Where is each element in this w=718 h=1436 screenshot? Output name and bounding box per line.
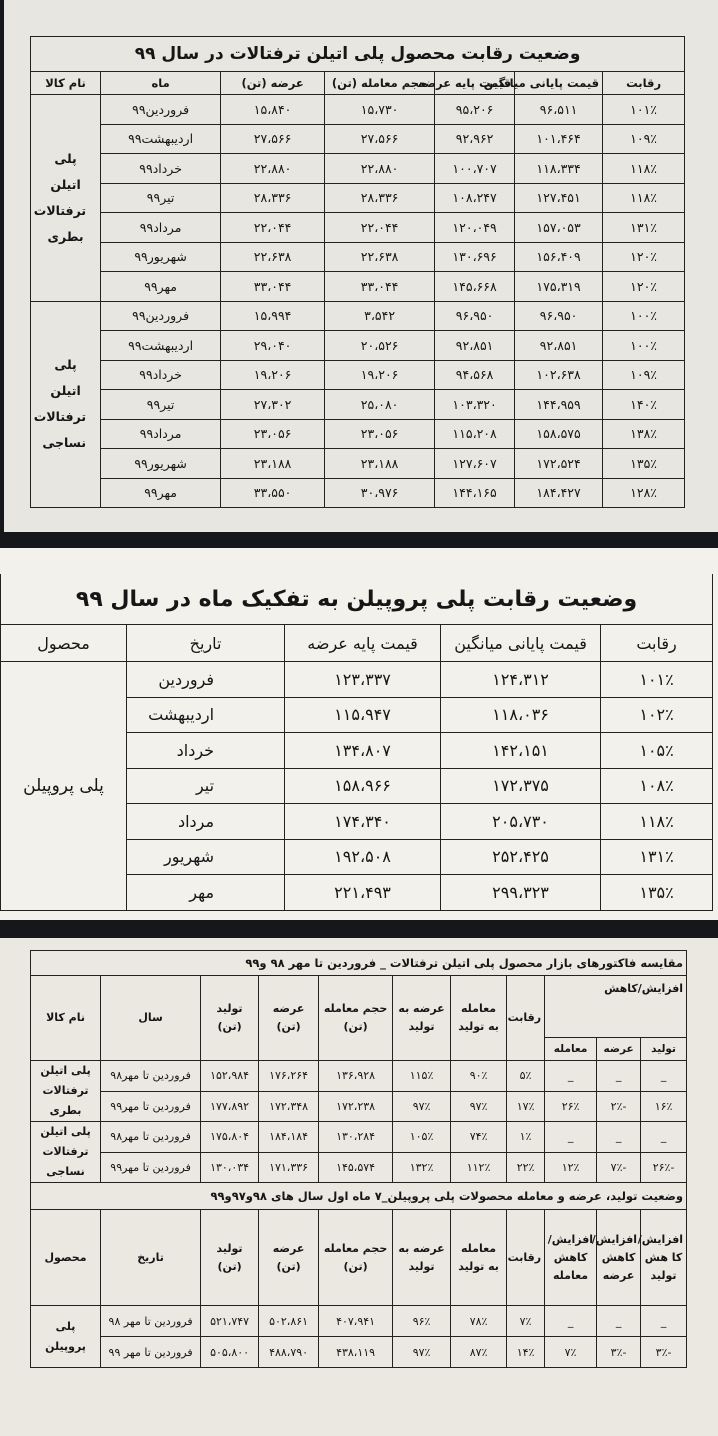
cell-change-trade: _	[545, 1061, 597, 1092]
cell-trade-to-production: ۷۸٪	[451, 1306, 507, 1337]
cell-supply: ۲۲،۸۸۰	[221, 154, 325, 184]
table-title: وضعیت رقابت پلی پروپیلن به تفکیک ماه در سال ۹۹	[1, 574, 713, 625]
cell-supply: ۱۷۱،۳۳۶	[259, 1152, 319, 1183]
col-header-trade-volume: حجم معامله (تن)	[319, 1210, 393, 1306]
cell-change-trade: _	[545, 1306, 597, 1337]
cell-period: فروردین تا مهر ۹۹	[101, 1337, 201, 1368]
cell-base-price: ۱۱۵،۲۰۸	[435, 419, 515, 449]
col-header-competition: رقابت	[507, 1210, 545, 1306]
table-row	[31, 331, 685, 361]
cell-final-price: ۱۴۲،۱۵۱	[441, 733, 601, 769]
cell-change-trade: ۱۲٪	[545, 1152, 597, 1183]
cell-trade-volume: ۲۷،۵۶۶	[325, 124, 435, 154]
table-row	[31, 1061, 687, 1092]
cell-supply: ۲۳،۰۵۶	[221, 419, 325, 449]
table-row	[31, 301, 685, 331]
cell-final-price: ۱۱۸،۰۳۶	[441, 697, 601, 733]
cell-competition: ۱۰۵٪	[601, 733, 713, 769]
cell-month: خرداد۹۹	[101, 360, 221, 390]
table-row	[31, 154, 685, 184]
section-title-pp: وضعیت تولید، عرضه و معامله محصولات پلی پروپیلن_۷ ماه اول سال های ۹۸و۹۷و۹۹	[31, 1183, 687, 1210]
cell-month: خرداد	[127, 733, 285, 769]
cell-trade-to-production: ۹۷٪	[451, 1091, 507, 1122]
cell-base-price: ۱۹۲،۵۰۸	[285, 839, 441, 875]
cell-competition: ۱۱۸٪	[601, 804, 713, 840]
cell-competition: ۱۷٪	[507, 1091, 545, 1122]
cell-trade-volume: ۱۵،۷۳۰	[325, 95, 435, 125]
cell-supply-to-production: ۹۷٪	[393, 1091, 451, 1122]
col-header-change-supply: عرضه	[597, 1038, 641, 1061]
cell-base-price: ۱۲۷،۶۰۷	[435, 449, 515, 479]
cell-competition: ۱۱۸٪	[603, 154, 685, 184]
cell-base-price: ۹۲،۹۶۲	[435, 124, 515, 154]
cell-base-price: ۱۲۰،۰۴۹	[435, 213, 515, 243]
cell-change-production: -۲۶٪	[641, 1152, 687, 1183]
cell-change-supply: _	[597, 1061, 641, 1092]
pp-competition-table	[0, 574, 713, 911]
cell-competition: ۱۳۱٪	[601, 839, 713, 875]
col-header-product: محصول	[1, 625, 127, 662]
cell-trade-volume: ۲۸،۳۳۶	[325, 183, 435, 213]
cell-supply: ۱۷۲،۳۴۸	[259, 1091, 319, 1122]
cell-trade-volume: ۴۰۷،۹۴۱	[319, 1306, 393, 1337]
col-header-trade-volume: حجم معامله (تن)	[325, 72, 435, 95]
table-row	[1, 662, 713, 698]
table-row	[31, 419, 685, 449]
cell-supply: ۱۵،۹۹۴	[221, 301, 325, 331]
cell-competition: ۱۲۰٪	[603, 272, 685, 302]
pet-competition-table	[30, 36, 685, 508]
cell-trade-volume: ۱۹،۲۰۶	[325, 360, 435, 390]
cell-trade-volume: ۱۴۵،۵۷۴	[319, 1152, 393, 1183]
cell-final-price: ۹۶،۹۵۰	[515, 301, 603, 331]
cell-month: مهر	[127, 875, 285, 911]
cell-base-price: ۹۴،۵۶۸	[435, 360, 515, 390]
cell-base-price: ۱۱۵،۹۴۷	[285, 697, 441, 733]
cell-production: ۱۳۰،۰۳۴	[201, 1152, 259, 1183]
cell-period: فروردین تا مهر۹۹	[101, 1091, 201, 1122]
col-header-change-supply: افزایش/ کاهش عرضه	[597, 1210, 641, 1306]
cell-month: فروردین	[127, 662, 285, 698]
col-header-base-price: قیمت پایه عرضه	[285, 625, 441, 662]
col-header-product: محصول	[31, 1210, 101, 1306]
cell-supply: ۲۹،۰۴۰	[221, 331, 325, 361]
cell-final-price: ۱۷۲،۳۷۵	[441, 768, 601, 804]
table-row	[31, 1091, 687, 1122]
cell-supply: ۲۲،۰۴۴	[221, 213, 325, 243]
cell-month: فروردین۹۹	[101, 301, 221, 331]
cell-supply: ۱۷۶،۲۶۴	[259, 1061, 319, 1092]
cell-supply: ۱۵،۸۴۰	[221, 95, 325, 125]
cell-supply-to-production: ۱۱۵٪	[393, 1061, 451, 1092]
cell-change-production: -۳٪	[641, 1337, 687, 1368]
cell-trade-volume: ۲۲،۰۴۴	[325, 213, 435, 243]
cell-supply-to-production: ۹۷٪	[393, 1337, 451, 1368]
cell-base-price: ۱۳۰،۶۹۶	[435, 242, 515, 272]
col-header-date: تاریخ	[127, 625, 285, 662]
cell-competition: ۱۳۱٪	[603, 213, 685, 243]
col-header-supply: عرضه (تن)	[259, 976, 319, 1061]
cell-supply: ۱۹،۲۰۶	[221, 360, 325, 390]
cell-supply: ۳۳،۰۴۴	[221, 272, 325, 302]
col-header-trade-volume: حجم معامله (تن)	[319, 976, 393, 1061]
cell-final-price: ۱۱۸،۳۳۴	[515, 154, 603, 184]
document-page-market-factors	[0, 938, 718, 1436]
cell-final-price: ۱۴۴،۹۵۹	[515, 390, 603, 420]
cell-change-supply: -۳٪	[597, 1337, 641, 1368]
cell-final-price: ۱۵۸،۵۷۵	[515, 419, 603, 449]
cell-competition: ۱۰۹٪	[603, 360, 685, 390]
col-header-supply: عرضه (تن)	[259, 1210, 319, 1306]
cell-competition: ۱۰۱٪	[601, 662, 713, 698]
cell-month: فروردین۹۹	[101, 95, 221, 125]
col-header-supply: عرضه (تن)	[221, 72, 325, 95]
table-row	[31, 1152, 687, 1183]
cell-final-price: ۱۲۷،۴۵۱	[515, 183, 603, 213]
cell-supply: ۲۳،۱۸۸	[221, 449, 325, 479]
cell-base-price: ۱۷۴،۳۴۰	[285, 804, 441, 840]
cell-competition: ۱۰۰٪	[603, 301, 685, 331]
cell-base-price: ۹۶،۹۵۰	[435, 301, 515, 331]
cell-month: خرداد۹۹	[101, 154, 221, 184]
cell-competition: ۱۲۸٪	[603, 478, 685, 508]
col-header-competition: رقابت	[601, 625, 713, 662]
cell-change-production: ۱۶٪	[641, 1091, 687, 1122]
cell-trade-volume: ۳۳،۰۴۴	[325, 272, 435, 302]
cell-change-trade: _	[545, 1122, 597, 1153]
cell-change-supply: -۲٪	[597, 1091, 641, 1122]
cell-change-supply: _	[597, 1306, 641, 1337]
cell-trade-volume: ۴۳۸،۱۱۹	[319, 1337, 393, 1368]
cell-final-price: ۲۵۲،۴۲۵	[441, 839, 601, 875]
cell-product-name: پلی پروپیلن	[31, 1306, 101, 1368]
cell-trade-volume: ۲۲،۸۸۰	[325, 154, 435, 184]
cell-change-production: _	[641, 1061, 687, 1092]
section-title-pet: مقایسه فاکتورهای بازار محصول پلی اتیلن ترفتالات _ فروردین تا مهر ۹۸ و۹۹	[31, 951, 687, 976]
cell-competition: ۱۴۰٪	[603, 390, 685, 420]
cell-base-price: ۹۲،۸۵۱	[435, 331, 515, 361]
table-row	[31, 213, 685, 243]
header-row	[1, 625, 713, 662]
cell-trade-volume: ۱۳۶،۹۲۸	[319, 1061, 393, 1092]
cell-change-supply: _	[597, 1122, 641, 1153]
cell-competition: ۱۲۰٪	[603, 242, 685, 272]
cell-final-price: ۲۹۹،۳۲۳	[441, 875, 601, 911]
cell-supply: ۳۳،۵۵۰	[221, 478, 325, 508]
col-header-supply-to-production: عرضه به تولید	[393, 976, 451, 1061]
col-header-competition: رقابت	[507, 976, 545, 1061]
cell-month: تیر۹۹	[101, 390, 221, 420]
cell-final-price: ۱۷۵،۳۱۹	[515, 272, 603, 302]
col-header-production: تولید (تن)	[201, 976, 259, 1061]
cell-supply: ۲۷،۵۶۶	[221, 124, 325, 154]
cell-product-name: پلی اتیلن ترفتالات بطری	[31, 95, 101, 302]
cell-final-price: ۱۰۱،۴۶۴	[515, 124, 603, 154]
table-row	[31, 390, 685, 420]
cell-change-production: _	[641, 1306, 687, 1337]
cell-base-price: ۱۴۴،۱۶۵	[435, 478, 515, 508]
market-factors-table	[30, 950, 687, 1368]
table-row	[31, 449, 685, 479]
table-row	[31, 124, 685, 154]
cell-competition: ۱۳۵٪	[601, 875, 713, 911]
col-header-change-production: تولید	[641, 1038, 687, 1061]
cell-supply-to-production: ۹۶٪	[393, 1306, 451, 1337]
cell-trade-volume: ۱۳۰،۲۸۴	[319, 1122, 393, 1153]
cell-month: اردیبهشت	[127, 697, 285, 733]
cell-supply-to-production: ۱۰۵٪	[393, 1122, 451, 1153]
col-header-final-price: قیمت پایانی میانگین	[515, 72, 603, 95]
cell-month: شهریور۹۹	[101, 242, 221, 272]
cell-product-name: پلی اتیلن ترفتالات نساجی	[31, 1122, 101, 1183]
col-header-change-production: افزایش/کا هش تولید	[641, 1210, 687, 1306]
cell-competition: ۱۰۸٪	[601, 768, 713, 804]
table-row	[31, 1337, 687, 1368]
cell-competition: ۱۴٪	[507, 1337, 545, 1368]
cell-competition: ۱۰۲٪	[601, 697, 713, 733]
cell-base-price: ۱۰۰،۷۰۷	[435, 154, 515, 184]
cell-production: ۱۵۲،۹۸۴	[201, 1061, 259, 1092]
cell-competition: ۱۱۸٪	[603, 183, 685, 213]
cell-period: فروردین تا مهر ۹۸	[101, 1306, 201, 1337]
cell-month: اردیبهشت۹۹	[101, 331, 221, 361]
header-row-pet	[31, 976, 687, 1038]
cell-supply: ۵۰۲،۸۶۱	[259, 1306, 319, 1337]
col-header-product: نام کالا	[31, 976, 101, 1061]
cell-supply: ۲۸،۳۳۶	[221, 183, 325, 213]
col-header-production: تولید (تن)	[201, 1210, 259, 1306]
cell-period: فروردین تا مهر۹۹	[101, 1152, 201, 1183]
cell-supply: ۴۸۸،۷۹۰	[259, 1337, 319, 1368]
cell-final-price: ۱۵۶،۴۰۹	[515, 242, 603, 272]
col-header-month: ماه	[101, 72, 221, 95]
cell-base-price: ۱۰۳،۳۲۰	[435, 390, 515, 420]
table-row	[31, 95, 685, 125]
cell-month: مرداد	[127, 804, 285, 840]
cell-supply: ۲۷،۳۰۲	[221, 390, 325, 420]
table-row	[31, 1306, 687, 1337]
header-row-pp	[31, 1210, 687, 1306]
col-header-change-trade: معامله	[545, 1038, 597, 1061]
cell-trade-volume: ۲۲،۶۳۸	[325, 242, 435, 272]
cell-final-price: ۱۲۴،۳۱۲	[441, 662, 601, 698]
cell-trade-volume: ۳،۵۴۲	[325, 301, 435, 331]
col-header-supply-to-production: عرضه به تولید	[393, 1210, 451, 1306]
col-header-final-price: قیمت پایانی میانگین	[441, 625, 601, 662]
cell-trade-to-production: ۷۴٪	[451, 1122, 507, 1153]
document-page-pet-competition	[4, 0, 718, 532]
cell-final-price: ۱۷۲،۵۲۴	[515, 449, 603, 479]
col-header-base-price: قیمت پایه عرضه	[435, 72, 515, 95]
cell-trade-volume: ۲۰،۵۲۶	[325, 331, 435, 361]
cell-month: تیر	[127, 768, 285, 804]
cell-competition: ۲۲٪	[507, 1152, 545, 1183]
cell-supply: ۲۲،۶۳۸	[221, 242, 325, 272]
cell-competition: ۱۰۹٪	[603, 124, 685, 154]
table-row	[31, 478, 685, 508]
cell-change-production: _	[641, 1122, 687, 1153]
cell-trade-volume: ۲۳،۱۸۸	[325, 449, 435, 479]
cell-trade-volume: ۱۷۲،۲۳۸	[319, 1091, 393, 1122]
cell-period: فروردین تا مهر۹۸	[101, 1061, 201, 1092]
header-row	[31, 72, 685, 95]
cell-change-trade: ۷٪	[545, 1337, 597, 1368]
cell-month: شهریور۹۹	[101, 449, 221, 479]
cell-product-name: پلی اتیلن ترفتالات نساجی	[31, 301, 101, 508]
cell-production: ۵۰۵،۸۰۰	[201, 1337, 259, 1368]
cell-competition: ۱۰۰٪	[603, 331, 685, 361]
cell-product-name: پلی اتیلن ترفتالات بطری	[31, 1061, 101, 1122]
cell-period: فروردین تا مهر۹۸	[101, 1122, 201, 1153]
col-header-trade-to-production: معامله به تولید	[451, 976, 507, 1061]
cell-competition: ۱۳۸٪	[603, 419, 685, 449]
cell-final-price: ۱۵۷،۰۵۳	[515, 213, 603, 243]
col-header-change-trade: افزایش/ کاهش معامله	[545, 1210, 597, 1306]
col-header-year: سال	[101, 976, 201, 1061]
cell-final-price: ۹۲،۸۵۱	[515, 331, 603, 361]
cell-competition: ۱٪	[507, 1122, 545, 1153]
cell-final-price: ۹۶،۵۱۱	[515, 95, 603, 125]
cell-change-trade: ۲۶٪	[545, 1091, 597, 1122]
cell-trade-to-production: ۹۰٪	[451, 1061, 507, 1092]
col-header-date: تاریخ	[101, 1210, 201, 1306]
cell-trade-to-production: ۱۱۲٪	[451, 1152, 507, 1183]
cell-production: ۵۲۱،۷۴۷	[201, 1306, 259, 1337]
cell-month: مرداد۹۹	[101, 213, 221, 243]
cell-month: مهر۹۹	[101, 272, 221, 302]
cell-base-price: ۱۲۳،۳۳۷	[285, 662, 441, 698]
table-title: وضعیت رقابت محصول پلی اتیلن ترفتالات در سال ۹۹	[31, 37, 685, 72]
table-row	[31, 1122, 687, 1153]
col-header-change: افزایش/کاهش	[545, 976, 687, 1038]
cell-competition: ۷٪	[507, 1306, 545, 1337]
table-row	[31, 272, 685, 302]
cell-base-price: ۲۲۱،۴۹۳	[285, 875, 441, 911]
cell-base-price: ۱۵۸،۹۶۶	[285, 768, 441, 804]
cell-competition: ۱۳۵٪	[603, 449, 685, 479]
col-header-competition: رقابت	[603, 72, 685, 95]
cell-base-price: ۱۳۴،۸۰۷	[285, 733, 441, 769]
cell-supply-to-production: ۱۳۲٪	[393, 1152, 451, 1183]
cell-base-price: ۱۰۸،۲۴۷	[435, 183, 515, 213]
cell-competition: ۵٪	[507, 1061, 545, 1092]
cell-final-price: ۲۰۵،۷۳۰	[441, 804, 601, 840]
table-row	[31, 360, 685, 390]
cell-change-supply: -۷٪	[597, 1152, 641, 1183]
cell-production: ۱۷۷،۸۹۲	[201, 1091, 259, 1122]
cell-final-price: ۱۸۴،۴۲۷	[515, 478, 603, 508]
cell-trade-to-production: ۸۷٪	[451, 1337, 507, 1368]
cell-supply: ۱۸۴،۱۸۴	[259, 1122, 319, 1153]
cell-month: مرداد۹۹	[101, 419, 221, 449]
cell-competition: ۱۰۱٪	[603, 95, 685, 125]
col-header-product: نام کالا	[31, 72, 101, 95]
cell-month: اردیبهشت۹۹	[101, 124, 221, 154]
cell-month: تیر۹۹	[101, 183, 221, 213]
cell-month: مهر۹۹	[101, 478, 221, 508]
cell-trade-volume: ۳۰،۹۷۶	[325, 478, 435, 508]
cell-base-price: ۹۵،۲۰۶	[435, 95, 515, 125]
cell-final-price: ۱۰۲،۶۳۸	[515, 360, 603, 390]
col-header-trade-to-production: معامله به تولید	[451, 1210, 507, 1306]
cell-production: ۱۷۵،۸۰۴	[201, 1122, 259, 1153]
cell-month: شهریور	[127, 839, 285, 875]
table-row	[31, 183, 685, 213]
document-page-pp-competition	[0, 548, 718, 920]
cell-trade-volume: ۲۳،۰۵۶	[325, 419, 435, 449]
table-row	[31, 242, 685, 272]
cell-base-price: ۱۴۵،۶۶۸	[435, 272, 515, 302]
cell-product-name: پلی پروپیلن	[1, 662, 127, 911]
cell-trade-volume: ۲۵،۰۸۰	[325, 390, 435, 420]
